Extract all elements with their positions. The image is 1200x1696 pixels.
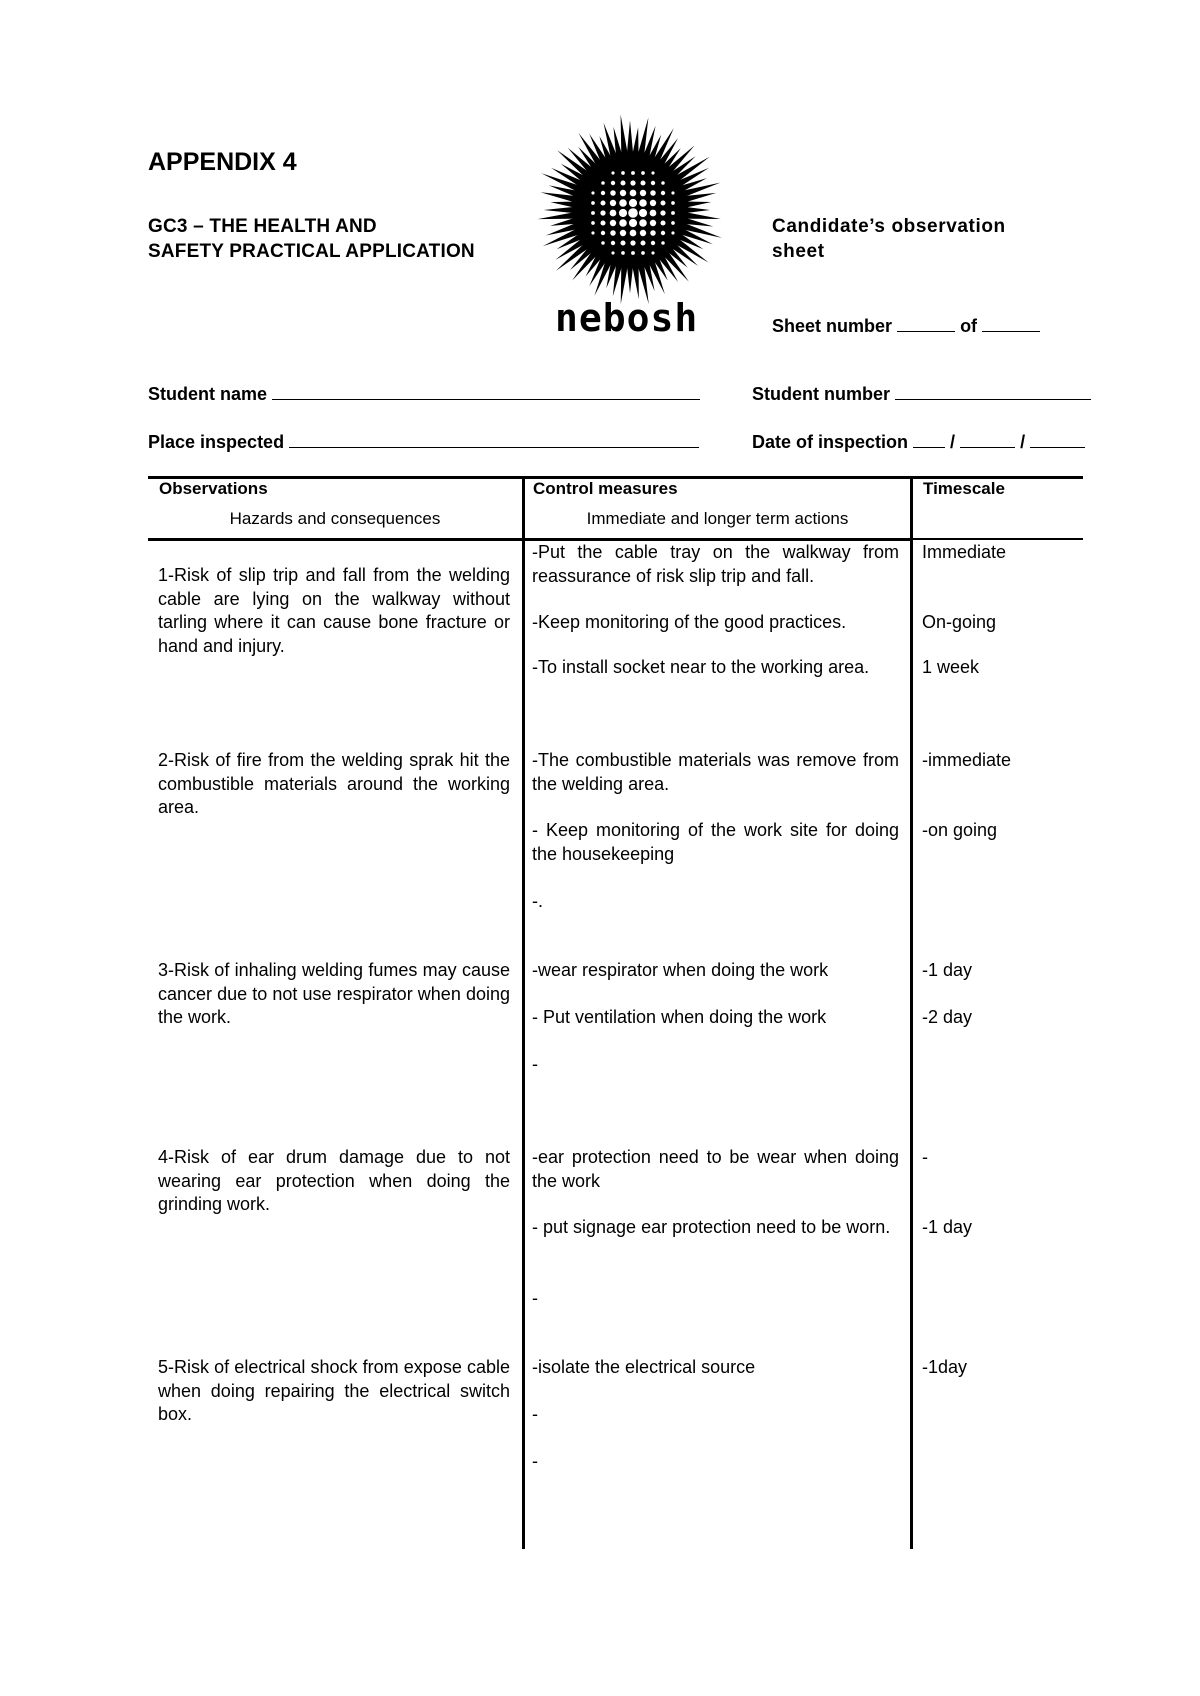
control-measure: -. [532,891,543,911]
sheet-number-field [772,316,1040,337]
student-number-field [752,384,1091,405]
logo-wordmark: nebosh [555,296,699,340]
timescale-cell: 1 week [922,657,980,677]
date-separator: / [950,432,956,452]
observation-cell: 3-Risk of inhaling welding fumes may cause cancer due to not use respirator when doing the work. [158,960,510,1027]
observation-cell: 4-Risk of ear drum damage due to not wearing ear protection when doing the grinding work. [158,1147,510,1214]
place-inspected-blank[interactable] [289,432,699,448]
control-measure: -Put the cable tray on the walkway from reassurance of risk slip trip and fall. [532,542,899,586]
observation-cell: 5-Risk of electrical shock from expose cable when doing repairing the electrical switch box. [158,1357,510,1424]
date-of-inspection-field [752,432,1085,453]
col-control-measures-sub: Immediate and longer term actions [586,509,849,528]
course-title [148,214,475,264]
observation-cell: 1-Risk of slip trip and fall from the welding cable are lying on the walkway without tarling where it can cause bone fracture or hand and injury. [158,565,510,656]
control-measure: - put signage ear protection need to be worn. [532,1217,891,1237]
student-number-label: Student number [752,384,890,404]
control-measure: - [532,1288,538,1308]
date-of-inspection-label: Date of inspection [752,432,909,452]
date-separator: / [1020,432,1026,452]
col-observations-header: Observations [159,479,268,498]
timescale-cell: -on going [922,820,998,840]
column-divider [522,476,525,1549]
timescale-cell: Immediate [922,542,1007,562]
timescale-cell: -2 day [922,1007,973,1027]
sheet-total-blank[interactable] [982,316,1040,332]
control-measure: -To install socket near to the working area. [532,657,870,677]
col-control-measures-header: Control measures [533,479,678,498]
table-header-divider [912,538,1083,540]
timescale-cell: - [922,1147,928,1167]
of-label: of [960,316,978,336]
date-day-blank[interactable] [913,432,945,448]
sheet-title-line2: sheet [772,241,825,262]
control-measure: - [532,1404,538,1424]
timescale-cell: -immediate [922,750,1012,770]
observation-cell: 2-Risk of fire from the welding sprak hit the combustible materials around the working area. [158,750,510,817]
timescale-cell: -1 day [922,1217,973,1237]
appendix-title: APPENDIX 4 [148,148,297,176]
place-inspected-field [148,432,699,453]
col-observations-sub: Hazards and consequences [229,509,441,528]
student-name-field [148,384,700,405]
timescale-cell: On-going [922,612,997,632]
timescale-cell: -1 day [922,960,973,980]
sheet-number-label: Sheet number [772,316,893,336]
course-title-line2: SAFETY PRACTICAL APPLICATION [148,241,475,262]
control-measure: -wear respirator when doing the work [532,960,829,980]
control-measure: -ear protection need to be wear when doing the work [532,1147,899,1191]
sheet-title-line1: Candidate’s observation [772,216,1006,237]
sheet-number-blank[interactable] [897,316,955,332]
date-month-blank[interactable] [960,432,1015,448]
place-inspected-label: Place inspected [148,432,285,452]
column-divider [910,476,913,1549]
control-measure: - Put ventilation when doing the work [532,1007,827,1027]
course-title-line1: GC3 – THE HEALTH AND [148,216,377,237]
col-timescale-header: Timescale [923,479,1005,498]
control-measure: - Keep monitoring of the work site for doing the housekeeping [532,820,899,864]
control-measure: -isolate the electrical source [532,1357,756,1377]
sheet-title [772,214,1006,264]
control-measure: - [532,1054,538,1074]
table-header-divider [148,538,524,541]
student-name-label: Student name [148,384,268,404]
control-measure: -Keep monitoring of the good practices. [532,612,847,632]
student-name-blank[interactable] [272,384,700,400]
control-measure: - [532,1451,538,1471]
timescale-cell: -1day [922,1357,968,1377]
student-number-blank[interactable] [895,384,1091,400]
date-year-blank[interactable] [1030,432,1085,448]
control-measure: -The combustible materials was remove from the welding area. [532,750,899,794]
